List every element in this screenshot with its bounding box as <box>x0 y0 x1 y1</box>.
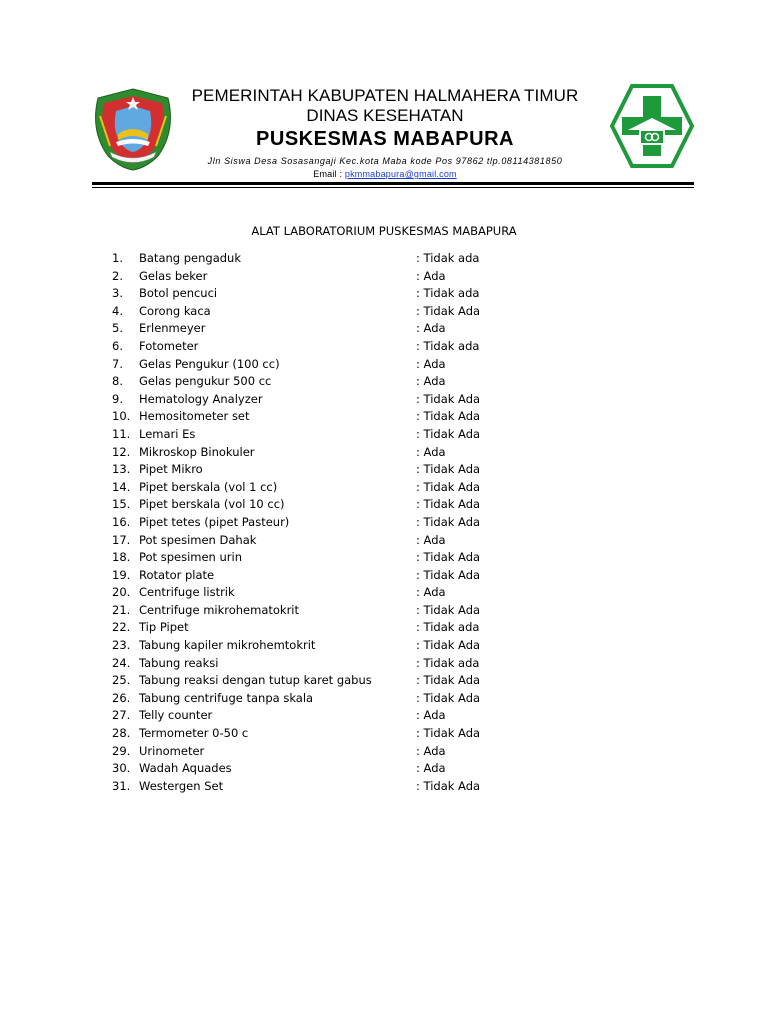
list-item <box>0 303 768 321</box>
item-number: 16. <box>112 514 131 529</box>
item-number: 23. <box>112 638 131 653</box>
item-name: Rotator plate <box>139 567 215 582</box>
list-item <box>0 250 768 268</box>
item-name: Hematology Analyzer <box>139 391 263 406</box>
item-number: 20. <box>112 585 131 600</box>
list-item <box>0 584 768 602</box>
list-item <box>0 268 768 286</box>
list-item <box>0 743 768 761</box>
item-name: Gelas Pengukur (100 cc) <box>139 356 280 371</box>
address-line: Jln Siswa Desa Sosasangaji Kec.kota Maba kode Pos 97862 tlp.08114381850 <box>207 156 563 166</box>
list-item <box>0 778 768 796</box>
list-item <box>0 373 768 391</box>
item-status: : Tidak Ada <box>416 462 481 477</box>
item-number: 30. <box>112 761 131 776</box>
item-number: 2. <box>112 268 123 283</box>
item-number: 7. <box>112 356 123 371</box>
list-item <box>0 408 768 426</box>
item-number: 21. <box>112 602 131 617</box>
item-status: : Ada <box>416 356 446 371</box>
item-status: : Ada <box>416 374 446 389</box>
item-number: 15. <box>112 497 131 512</box>
item-name: Fotometer <box>139 338 199 353</box>
item-name: Centrifuge mikrohematokrit <box>139 602 300 617</box>
list-item <box>0 479 768 497</box>
email-link[interactable]: pkmmabapura@gmail.com <box>344 169 457 179</box>
item-number: 9. <box>112 391 123 406</box>
header-divider-thick <box>92 182 694 185</box>
item-number: 6. <box>112 338 123 353</box>
item-number: 17. <box>112 532 131 547</box>
item-status: : Tidak ada <box>416 620 480 635</box>
item-number: 3. <box>112 286 123 301</box>
item-number: 27. <box>112 708 131 723</box>
item-status: : Tidak Ada <box>416 514 481 529</box>
item-name: Erlenmeyer <box>139 321 206 336</box>
item-status: : Ada <box>416 532 446 547</box>
item-status: : Tidak Ada <box>416 409 481 424</box>
item-status: : Ada <box>416 321 446 336</box>
list-item <box>0 602 768 620</box>
list-item <box>0 356 768 374</box>
item-name: Pipet berskala (vol 10 cc) <box>139 497 285 512</box>
item-name: Tabung reaksi dengan tutup karet gabus <box>139 673 372 688</box>
item-status: : Tidak Ada <box>416 303 481 318</box>
item-name: Tabung reaksi <box>139 655 219 670</box>
header-divider-thin <box>92 187 694 188</box>
list-item <box>0 637 768 655</box>
item-number: 8. <box>112 374 123 389</box>
item-number: 26. <box>112 690 131 705</box>
item-status: : Tidak Ada <box>416 638 481 653</box>
item-number: 14. <box>112 479 131 494</box>
email-row <box>170 168 600 180</box>
item-status: : Tidak ada <box>416 338 480 353</box>
item-number: 22. <box>112 620 131 635</box>
equipment-list <box>0 250 768 795</box>
item-name: Pot spesimen urin <box>139 550 243 565</box>
item-status: : Ada <box>416 761 446 776</box>
item-status: : Ada <box>416 708 446 723</box>
item-name: Tip Pipet <box>139 620 189 635</box>
list-item <box>0 707 768 725</box>
item-status: : Tidak Ada <box>416 673 481 688</box>
letterhead <box>170 86 600 180</box>
item-number: 12. <box>112 444 131 459</box>
list-item <box>0 760 768 778</box>
list-item <box>0 655 768 673</box>
list-item <box>0 338 768 356</box>
item-status: : Tidak Ada <box>416 567 481 582</box>
item-status: : Tidak Ada <box>416 391 481 406</box>
item-number: 4. <box>112 303 123 318</box>
institution-name: PUSKESMAS MABAPURA <box>256 128 514 150</box>
list-item <box>0 285 768 303</box>
list-item <box>0 532 768 550</box>
item-name: Termometer 0-50 c <box>139 726 249 741</box>
item-name: Lemari Es <box>139 426 196 441</box>
item-status: : Tidak Ada <box>416 497 481 512</box>
item-status: : Tidak Ada <box>416 778 481 793</box>
item-status: : Ada <box>416 585 446 600</box>
item-status: : Ada <box>416 743 446 758</box>
list-item <box>0 320 768 338</box>
item-name: Wadah Aquades <box>139 761 232 776</box>
item-number: 28. <box>112 726 131 741</box>
list-item <box>0 444 768 462</box>
item-name: Gelas pengukur 500 cc <box>139 374 272 389</box>
item-number: 19. <box>112 567 131 582</box>
item-name: Pipet tetes (pipet Pasteur) <box>139 514 290 529</box>
item-name: Pot spesimen Dahak <box>139 532 257 547</box>
list-item <box>0 672 768 690</box>
item-name: Tabung centrifuge tanpa skala <box>139 690 314 705</box>
item-name: Telly counter <box>139 708 213 723</box>
item-status: : Tidak ada <box>416 251 480 265</box>
department-line: DINAS KESEHATAN <box>306 106 464 125</box>
item-status: : Tidak Ada <box>416 726 481 741</box>
puskesmas-logo-icon <box>610 84 694 168</box>
item-status: : Tidak Ada <box>416 479 481 494</box>
list-item <box>0 461 768 479</box>
list-item <box>0 514 768 532</box>
item-number: 13. <box>112 462 131 477</box>
item-number: 24. <box>112 655 131 670</box>
item-status: : Ada <box>416 268 446 283</box>
list-item <box>0 690 768 708</box>
item-status: : Tidak ada <box>416 655 480 670</box>
item-name: Batang pengaduk <box>139 251 241 265</box>
list-item <box>0 549 768 567</box>
item-name: Botol pencuci <box>139 286 218 301</box>
item-name: Pipet berskala (vol 1 cc) <box>139 479 278 494</box>
item-name: Gelas beker <box>139 268 208 283</box>
item-status: : Tidak Ada <box>416 602 481 617</box>
item-number: 11. <box>112 426 131 441</box>
item-name: Westergen Set <box>139 778 224 793</box>
document-title: ALAT LABORATORIUM PUSKESMAS MABAPURA <box>251 224 517 238</box>
item-name: Urinometer <box>139 743 205 758</box>
item-number: 31. <box>112 778 131 793</box>
item-name: Hemositometer set <box>139 409 250 424</box>
item-status: : Tidak Ada <box>416 426 481 441</box>
item-name: Centrifuge listrik <box>139 585 235 600</box>
list-item <box>0 619 768 637</box>
item-name: Corong kaca <box>139 303 211 318</box>
list-item <box>0 426 768 444</box>
item-number: 10. <box>112 409 131 424</box>
item-status: : Tidak Ada <box>416 690 481 705</box>
item-status: : Tidak Ada <box>416 550 481 565</box>
item-status: : Ada <box>416 444 446 459</box>
item-number: 25. <box>112 673 131 688</box>
list-item <box>0 725 768 743</box>
email-label: Email : <box>313 169 345 179</box>
item-name: Mikroskop Binokuler <box>139 444 255 459</box>
government-line: PEMERINTAH KABUPATEN HALMAHERA TIMUR <box>191 86 579 105</box>
list-item <box>0 496 768 514</box>
regency-crest-icon <box>88 86 178 172</box>
item-name: Pipet Mikro <box>139 462 203 477</box>
item-number: 1. <box>112 251 123 265</box>
item-number: 18. <box>112 550 131 565</box>
list-item <box>0 567 768 585</box>
item-status: : Tidak ada <box>416 286 480 301</box>
item-number: 5. <box>112 321 123 336</box>
list-item <box>0 391 768 409</box>
item-name: Tabung kapiler mikrohemtokrit <box>139 638 316 653</box>
item-number: 29. <box>112 743 131 758</box>
